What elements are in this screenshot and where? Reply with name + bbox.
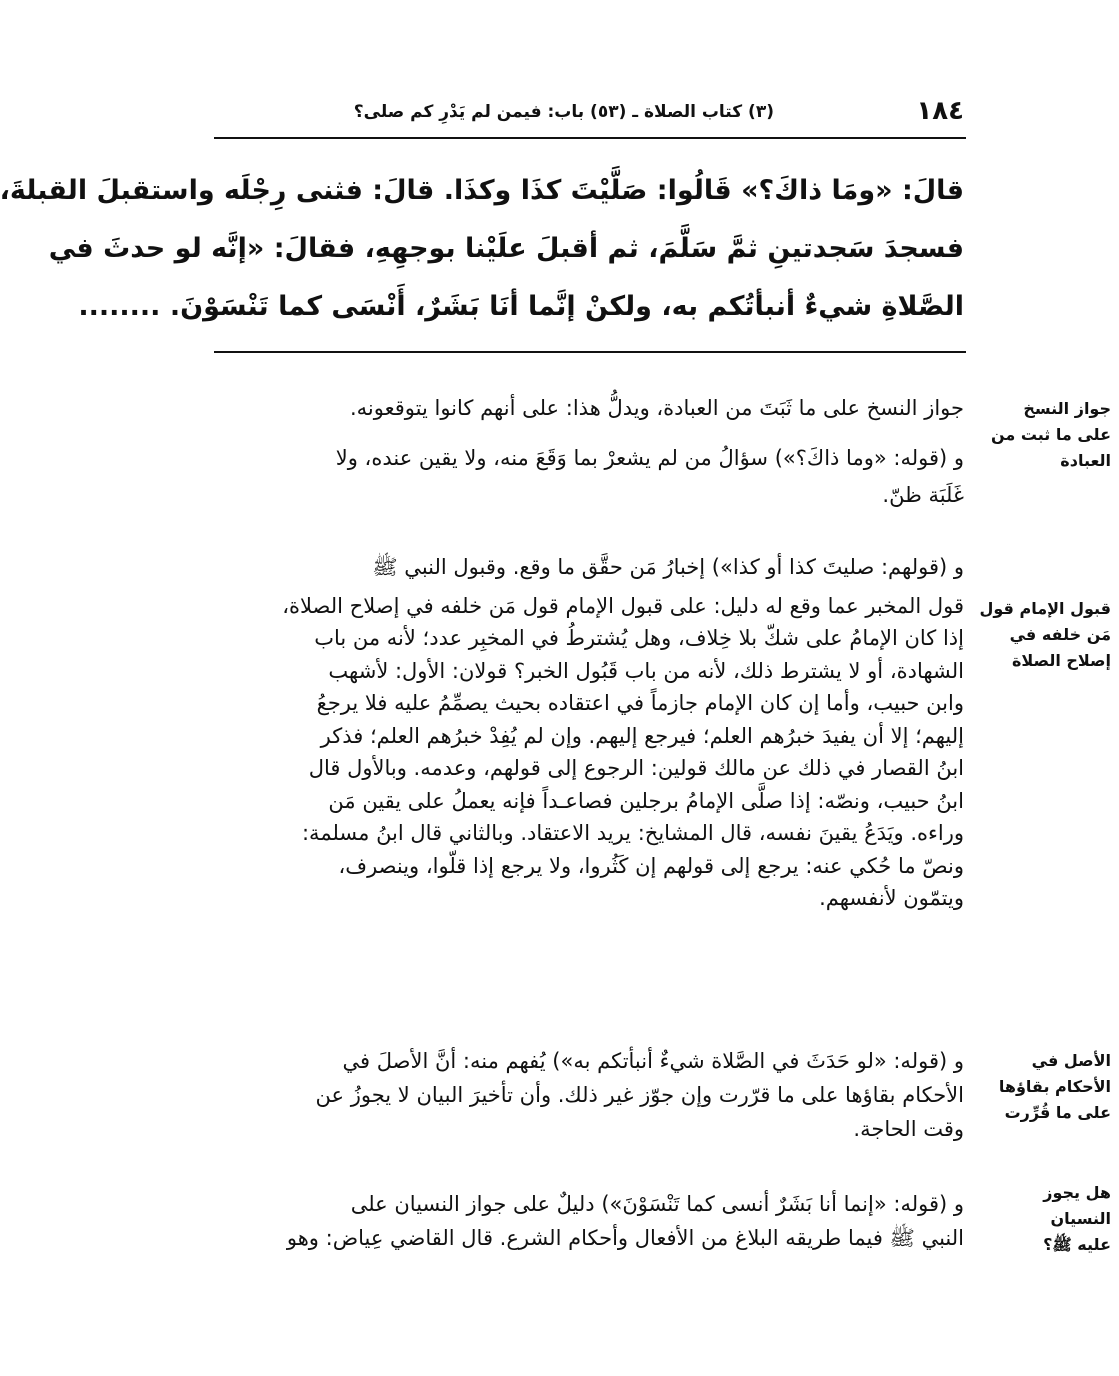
text-line: الشهادة، أو لا يشترط ذلك، لأنه من باب قَبُول الخبر؟ قولان: الأول: لأشهب	[328, 658, 964, 683]
text-line: وراءه. ويَدَعُ يقينَ نفسه، قال المشايخ: يريد الاعتقاد. وبالثاني قال ابنُ مسلمة:	[301, 821, 964, 845]
text-line: ويتمّون لأنفسهم.	[819, 886, 964, 910]
margin-note-line: عليه ﷺ؟	[1043, 1235, 1111, 1254]
text-line: وابن حبيب، وأما إن كان الإمام جازماً في اعتقاده بحيث يصمِّمُ عليه فلا يرجعُ	[316, 691, 964, 715]
hadith-line: فسجدَ سَجدتينِ ثمَّ سَلَّمَ، ثم أقبلَ علَيْنا بوجهِهِ، فقالَ: «إنَّه لو حدثَ في	[48, 233, 964, 264]
margin-note-abrogation	[981, 396, 1111, 474]
margin-note-line: جواز النسخ	[1023, 399, 1111, 418]
text-line: و (قولهم: صليتَ كذا أو كذا») إخبارُ مَن حقَّق ما وقع. وقبول النبي ﷺ	[372, 555, 964, 579]
margin-note-line: الأحكام بقاؤها	[998, 1077, 1111, 1096]
paragraph-imam	[212, 551, 964, 915]
margin-note-line: على ما قُرِّرت	[1004, 1103, 1111, 1122]
page-number: ١٨٤	[916, 96, 964, 126]
margin-note-line: على ما ثبت من	[990, 425, 1111, 444]
paragraph-abrogation	[212, 393, 964, 512]
text-line: النبي ﷺ فيما طريقه البلاغ من الأفعال وأحكام الشرع. قال القاضي عِياض: وهو	[286, 1226, 964, 1250]
margin-note-line: هل يجوز	[1043, 1183, 1111, 1202]
hadith-line: الصَّلاةِ شيءٌ أنبأتُكم به، ولكنْ إنَّما أنَا بَشَرٌ، أَنْسَى كما تَنْسَوْنَ. ........	[78, 291, 964, 322]
text-line: إذا كان الإمامُ على شكّ بلا خِلاف، وهل يُشترطُ في المخبِر عدد؛ لأنه من باب	[314, 626, 964, 650]
text-line: و (قوله: «وما ذاكَ؟») سؤالُ من لم يشعرْ بما وَقَعَ منه، ولا يقين عنده، ولا	[335, 445, 964, 470]
header-rule	[214, 137, 966, 139]
text-line: ابنُ حبيب، ونصّه: إذا صلَّى الإمامُ برجلين فصاعـداً فإنه يعملُ على يقين مَن	[328, 788, 964, 813]
hadith-line: قالَ: «ومَا ذاكَ؟» قَالُوا: صَلَّيْتَ كذَا وكذَا. قالَ: فثنى رِجْلَه واستقبلَ القبلةَ،	[0, 175, 964, 206]
text-line: و (قوله: «إنما أنا بَشَرٌ أنسى كما تَنْسَوْنَ») دليلٌ على جواز النسيان على	[350, 1192, 964, 1216]
margin-note-line: إصلاح الصلاة	[1011, 651, 1111, 670]
margin-note-imam	[981, 596, 1111, 674]
margin-note-line: الأصل في	[1031, 1051, 1111, 1070]
margin-note-forgetting	[981, 1180, 1111, 1258]
text-line: الأحكام بقاؤها على ما قرّرت وإن جوّز غير ذلك. وأن تأخيرَ البيان لا يجوزُ عن	[315, 1083, 964, 1107]
page-header	[214, 96, 964, 132]
margin-note-line: مَن خلفه في	[1009, 625, 1111, 644]
text-line: إليهم؛ إلا أن يفيدَ خبرُهم العلم؛ فيرجع إليهم. وإن لم يُفِدْ خبرُهم العلم؛ فذكر	[320, 723, 964, 748]
margin-note-rulings	[981, 1048, 1111, 1126]
text-line: ونصّ ما حُكي عنه: يرجع إلى قولهم إن كَثُروا، ولا يرجع إذا قلّوا، وينصرف،	[338, 853, 964, 878]
margin-note-line: النسيان	[1050, 1209, 1111, 1228]
text-line: وقت الحاجة.	[853, 1117, 964, 1141]
margin-note-line: قبول الإمام قول	[979, 599, 1111, 618]
margin-note-line: العبادة	[1060, 451, 1111, 470]
section-rule	[214, 351, 966, 353]
text-line: و (قوله: «لو حَدَثَ في الصَّلاة شيءٌ أنبأتكم به») يُفهم منه: أنَّ الأصلَ في	[342, 1049, 964, 1073]
running-title: (٣) كتاب الصلاة ـ (٥٣) باب: فيمن لم يَدْرِ كم صلى؟	[353, 102, 774, 122]
text-line: جواز النسخ على ما ثَبَتَ من العبادة، ويدلُّ هذا: على أنهم كانوا يتوقعونه.	[349, 396, 964, 420]
paragraph-rulings	[212, 1044, 964, 1146]
text-line: ابنُ القصار في ذلك عن مالك قولين: الرجوع إلى قولهم، وعدمه. وبالأول قال	[308, 756, 964, 780]
paragraph-forgetting	[212, 1187, 964, 1255]
text-line: غَلَبَة ظنّ.	[882, 483, 964, 507]
hadith-text	[0, 162, 964, 336]
text-line: قول المخبر عما وقع له دليل: على قبول الإمام قول مَن خلفه في إصلاح الصلاة،	[282, 593, 964, 618]
